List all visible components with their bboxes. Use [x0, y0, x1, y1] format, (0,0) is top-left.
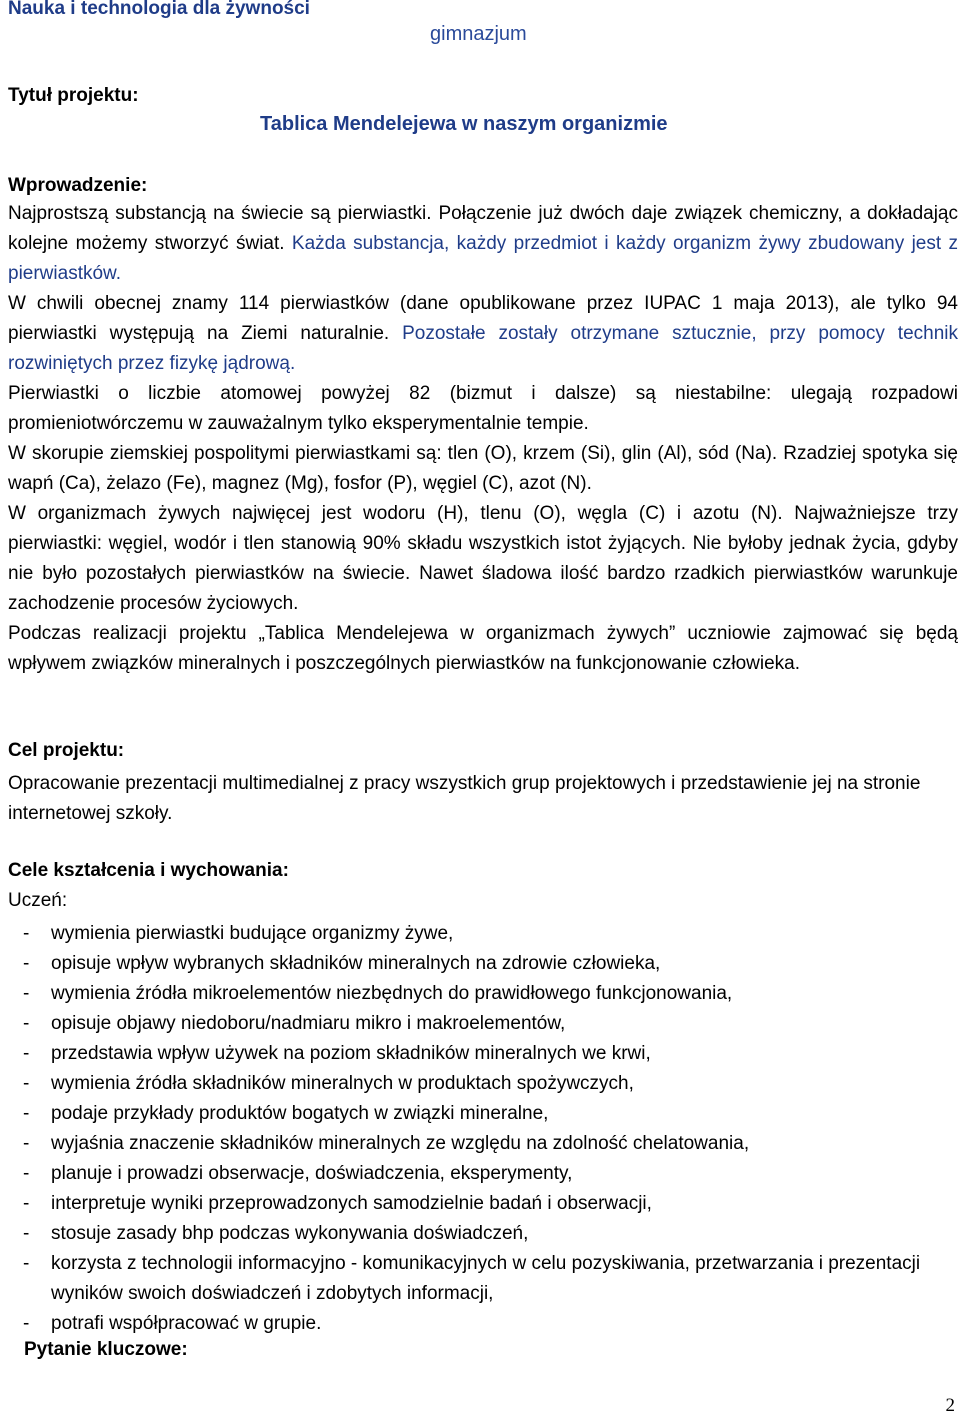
project-title: Tablica Mendelejewa w naszym organizmie	[260, 113, 668, 135]
goal-label: Cel projektu:	[8, 740, 125, 761]
list-item: - interpretuje wyniki przeprowadzonych samodzielnie badań i obserwacji,	[22, 1189, 947, 1219]
intro-text-highlight: Pozostałe zostały otrzymane sztucznie, przy pomocy technik rozwiniętych przez fizykę jądrową.	[8, 323, 958, 374]
education-goals-label: Cele kształcenia i wychowania:	[8, 860, 289, 881]
list-item: - korzysta z technologii informacyjno - komunikacyjnych w celu pozyskiwania, przetwarzania i prezentacji wyników swoich doświadczeń i zdobytych informacji,	[22, 1249, 947, 1309]
student-label: Uczeń:	[8, 890, 68, 911]
list-item: - stosuje zasady bhp podczas wykonywania doświadczeń,	[22, 1219, 947, 1249]
intro-paragraph-2	[8, 289, 958, 379]
school-level: gimnazjum	[430, 23, 527, 45]
intro-paragraph-4: W skorupie ziemskiej pospolitymi pierwiastkami są: tlen (O), krzem (Si), glin (Al), sód (Na). Rzadziej spotyka się wapń (Ca), żelazo (Fe), magnez (Mg), fosfor (P), węgiel (C), azot (N).	[8, 443, 958, 494]
list-item: - potrafi współpracować w grupie.	[22, 1309, 947, 1339]
intro-paragraph-5: W organizmach żywych najwięcej jest wodoru (H), tlenu (O), węgla (C) i azotu (N). Najważniejsze trzy pierwiastki: węgiel, wodór i tlen stanowią 90% składu wszystkich istot żyjących. Nie byłoby jednak życia, gdyby nie było pozostałych pierwiastków na świecie. Nawet śladowa ilość bardzo rzadkich pierwiastków warunkuje zachodzenie procesów życiowych.	[8, 503, 958, 614]
list-item: - opisuje objawy niedoboru/nadmiaru mikro i makroelementów,	[22, 1009, 947, 1039]
title-label: Tytuł projektu:	[8, 85, 139, 106]
list-item: - przedstawia wpływ używek na poziom składników mineralnych we krwi,	[22, 1039, 947, 1069]
key-question-label: Pytanie kluczowe:	[24, 1339, 188, 1360]
list-item: - podaje przykłady produktów bogatych w związki mineralne,	[22, 1099, 947, 1129]
intro-paragraph-6: Podczas realizacji projektu „Tablica Mendelejewa w organizmach żywych” uczniowie zajmować się będą wpływem związków mineralnych i poszczególnych pierwiastków na funkcjonowanie człowieka.	[8, 623, 958, 674]
list-item: - wymienia pierwiastki budujące organizmy żywe,	[22, 919, 947, 949]
project-name: Nauka i technologia dla żywności	[8, 0, 310, 19]
intro-paragraph-3: Pierwiastki o liczbie atomowej powyżej 82 (bizmut i dalsze) są niestabilne: ulegają rozpadowi promieniotwórczemu w zauważalnym tylko eksperymentalnie tempie.	[8, 383, 958, 434]
list-item: - wymienia źródła składników mineralnych w produktach spożywczych,	[22, 1069, 947, 1099]
intro-text: W chwili obecnej znamy 114 pierwiastków (dane opublikowane przez IUPAC 1 maja 2013), ale tylko 94 pierwiastki występują na Ziemi naturalnie.	[8, 293, 958, 344]
list-item: - opisuje wpływ wybranych składników mineralnych na zdrowie człowieka,	[22, 949, 947, 979]
list-item: - wyjaśnia znaczenie składników mineralnych ze względu na zdolność chelatowania,	[22, 1129, 947, 1159]
list-item: - wymienia źródła mikroelementów niezbędnych do prawidłowego funkcjonowania,	[22, 979, 947, 1009]
intro-text-highlight: Każda substancja, każdy przedmiot i każdy organizm żywy zbudowany jest z pierwiastków.	[8, 233, 958, 284]
list-item: - planuje i prowadzi obserwacje, doświadczenia, eksperymenty,	[22, 1159, 947, 1189]
intro-text: Najprostszą substancją na świecie są pierwiastki. Połączenie już dwóch daje związek chemiczny, a dokładając kolejne możemy stworzyć świat.	[8, 203, 958, 254]
goal-text: Opracowanie prezentacji multimedialnej z pracy wszystkich grup projektowych i przedstawienie jej na stronie internetowej szkoły.	[8, 773, 921, 824]
page-number: 2	[945, 1395, 955, 1416]
intro-body	[8, 199, 958, 679]
education-goals-list	[22, 919, 947, 1339]
intro-label: Wprowadzenie:	[8, 175, 148, 196]
intro-paragraph-1	[8, 199, 958, 289]
